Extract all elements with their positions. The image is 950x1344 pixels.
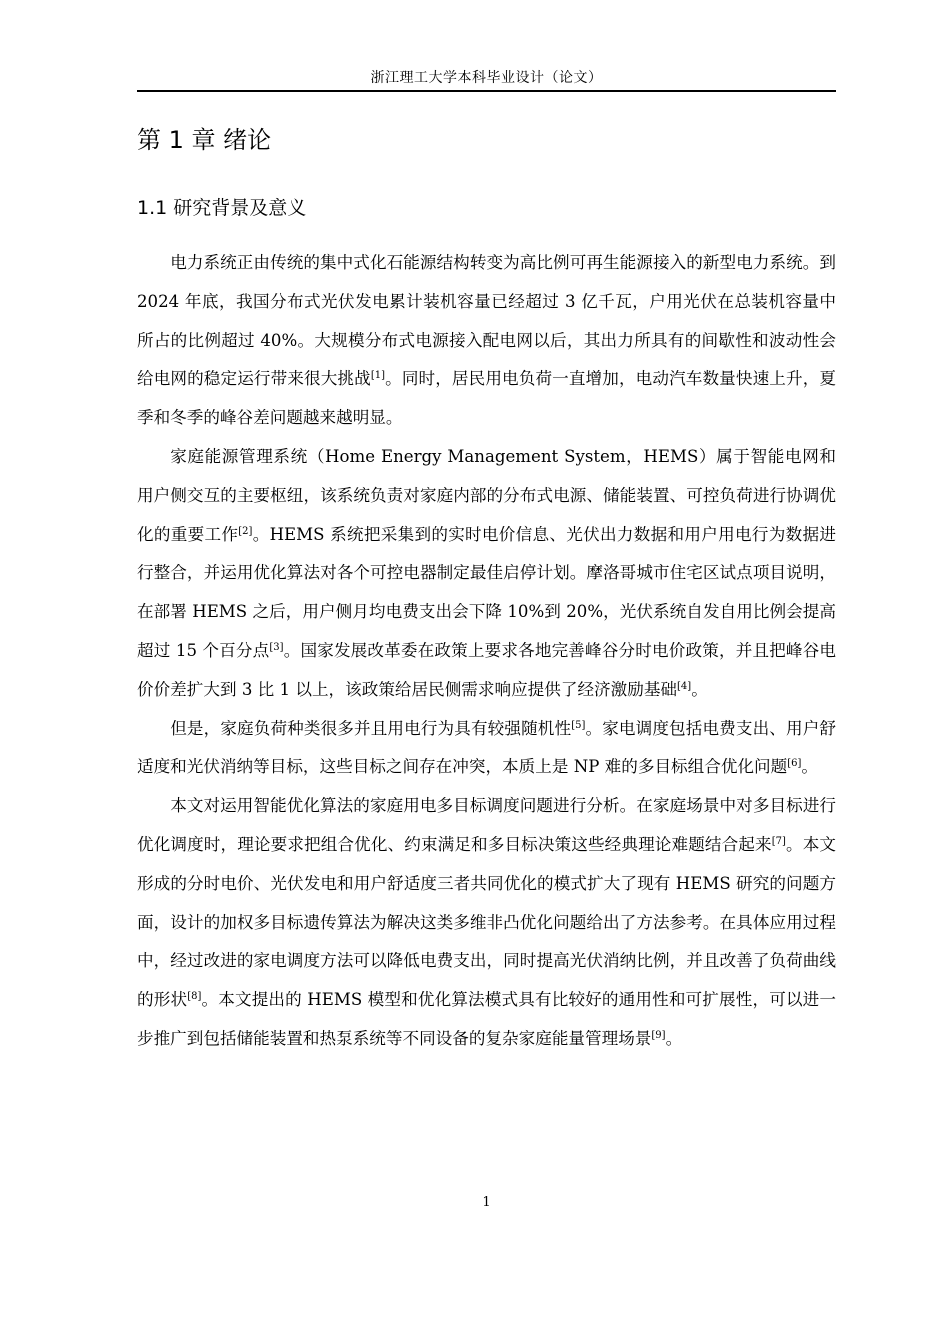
paragraph-text: 。国家发展改革委在政策上要求各地完善峰谷分时电价政策，并且把峰谷电价价差扩大到 3 比 1 以上，该政策给居民侧需求响应提供了经济激励基础 xyxy=(137,640,836,699)
citation-marker: [1] xyxy=(370,370,386,382)
paragraph-text: 。本文形成的分时电价、光伏发电和用户舒适度三者共同优化的模式扩大了现有 HEMS 研究的问题方面，设计的加权多目标遗传算法为解决这类多维非凸优化问题给出了方法参考。在具体应用过程中，经过改进的家电调度方法可以降低电费支出，同时提高光伏消纳比例，并且改善了负荷曲线的形状 xyxy=(137,834,836,1010)
citation-marker: [5] xyxy=(571,719,586,731)
paragraph xyxy=(137,244,836,438)
citation-marker: [7] xyxy=(771,835,786,847)
citation-marker: [8] xyxy=(187,991,202,1003)
citation-marker: [9] xyxy=(651,1029,666,1041)
paragraph-text: 家庭能源管理系统（Home Energy Management System，HEMS）属于智能电网和用户侧交互的主要枢纽，该系统负责对家庭内部的分布式电源、储能装置、可控负荷进行协调优化的重要工作 xyxy=(137,446,836,544)
body-text xyxy=(137,244,836,1059)
paragraph-text: 本文对运用智能优化算法的家庭用电多目标调度问题进行分析。在家庭场景中对多目标进行优化调度时，理论要求把组合优化、约束满足和多目标决策这些经典理论难题结合起来 xyxy=(137,796,836,854)
running-header: 浙江理工大学本科毕业设计（论文） xyxy=(370,70,603,86)
citation-marker: [4] xyxy=(677,680,692,692)
paragraph xyxy=(137,438,836,710)
chapter-title: 第 1 章 绪论 xyxy=(137,126,272,154)
paragraph xyxy=(137,787,836,1059)
paragraph-text: 。本文提出的 HEMS 模型和优化算法模式具有比较好的通用性和可扩展性，可以进一步推广到包括储能装置和热泵系统等不同设备的复杂家庭能量管理场景 xyxy=(137,990,836,1048)
paragraph-text: 。 xyxy=(801,757,818,777)
paragraph-text: 。家电调度包括电费支出、用户舒适度和光伏消纳等目标，这些目标之间存在冲突，本质上是 NP 难的多目标组合优化问题 xyxy=(137,718,837,777)
section-title: 1.1 研究背景及意义 xyxy=(137,197,307,219)
paragraph-text: 。 xyxy=(691,679,708,699)
paragraph-text: 但是，家庭负荷种类很多并且用电行为具有较强随机性 xyxy=(170,718,572,738)
paragraph-text: 。同时，居民用电负荷一直增加，电动汽车数量快速上升，夏季和冬季的峰谷差问题越来越明显。 xyxy=(137,369,836,428)
citation-marker: [6] xyxy=(787,758,802,770)
citation-marker: [3] xyxy=(269,641,284,653)
header-rule xyxy=(137,90,836,92)
paragraph-text: 电力系统正由传统的集中式化石能源结构转变为高比例可再生能源接入的新型电力系统。到 2024 年底，我国分布式光伏发电累计装机容量已经超过 3 亿千瓦，户用光伏在总装机容量中所占的比例超过 40%。大规模分布式电源接入配电网以后，其出力所具有的间歇性和波动性会给电网的稳定运行带来很大挑战 xyxy=(137,253,836,389)
citation-marker: [2] xyxy=(238,525,253,537)
paragraph xyxy=(137,710,836,788)
paragraph-text: 。HEMS 系统把采集到的实时电价信息、光伏出力数据和用户用电行为数据进行整合，并运用优化算法对各个可控电器制定最佳启停计划。摩洛哥城市住宅区试点项目说明，在部署 HEMS 之后，用户侧月均电费支出会下降 10%到 20%，光伏系统自发自用比例会提高超过 15 个百分点 xyxy=(137,524,837,660)
paragraph-text: 。 xyxy=(665,1028,683,1048)
page-number: 1 xyxy=(482,1195,491,1210)
